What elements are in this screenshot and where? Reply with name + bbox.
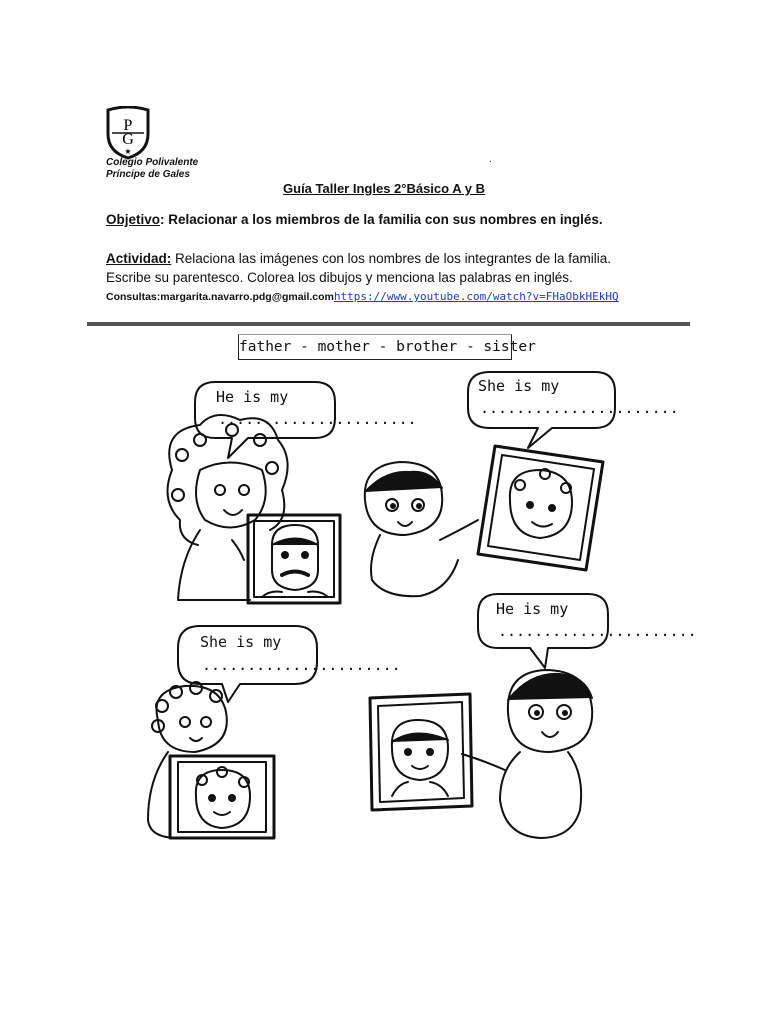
girl-character-drawing xyxy=(148,682,227,838)
school-name xyxy=(106,157,198,181)
worksheet-title-text: Guía Taller Ingles 2°Básico A y B xyxy=(283,181,485,196)
bubble-4-blank: ...................... xyxy=(498,622,697,640)
contact-line xyxy=(106,290,619,303)
objective xyxy=(106,212,603,227)
svg-text:★: ★ xyxy=(124,147,132,156)
activity-line1 xyxy=(106,249,611,268)
school-logo xyxy=(104,106,152,160)
divider-rule xyxy=(87,322,690,326)
mother-portrait-drawing xyxy=(478,446,603,570)
bubble-3-text: She is my xyxy=(200,633,282,651)
logo-letter-p: P xyxy=(123,117,133,134)
school-name-line2: Príncipe de Gales xyxy=(106,169,190,180)
bubble-3-blank: ...................... xyxy=(202,656,401,674)
youtube-link[interactable]: https://www.youtube.com/watch?v=FHaObkHEkHQ xyxy=(333,290,619,303)
bubble-4-text: He is my xyxy=(496,600,569,618)
boy2-character-drawing xyxy=(462,670,592,838)
stray-dot: . xyxy=(489,154,492,165)
school-name-line1: Colegio Polivalente xyxy=(106,157,199,168)
mother-character-drawing xyxy=(168,415,288,600)
bubble-2-text: She is my xyxy=(478,377,560,395)
speech-bubble-1 xyxy=(195,382,417,458)
logo-letter-g: G xyxy=(122,131,134,148)
objective-text: : Relacionar a los miembros de la familia con sus nombres en inglés. xyxy=(160,212,603,227)
sister-portrait-drawing xyxy=(170,756,274,838)
bubble-1-blank: ...................... xyxy=(218,410,417,428)
contact-email: Consultas:margarita.navarro.pdg@gmail.com xyxy=(106,291,334,303)
activity-label: Actividad: xyxy=(106,251,172,266)
bubble-1-text: He is my xyxy=(216,388,289,406)
family-illustration xyxy=(0,360,768,850)
word-bank: father - mother - brother - sister xyxy=(238,334,512,360)
boy-character-drawing xyxy=(365,462,478,596)
speech-bubble-2 xyxy=(468,372,679,448)
speech-bubble-4 xyxy=(478,594,697,668)
activity xyxy=(106,249,611,287)
father-portrait-drawing xyxy=(248,515,340,603)
brother-portrait-drawing xyxy=(370,694,472,810)
activity-line2: Escribe su parentesco. Colorea los dibujos y menciona las palabras en inglés. xyxy=(106,270,573,285)
objective-label: Objetivo xyxy=(106,212,161,227)
worksheet-title xyxy=(0,181,768,196)
bubble-2-blank: ...................... xyxy=(480,399,679,417)
activity-text-line1: Relaciona las imágenes con los nombres de los integrantes de la familia. xyxy=(171,251,612,266)
